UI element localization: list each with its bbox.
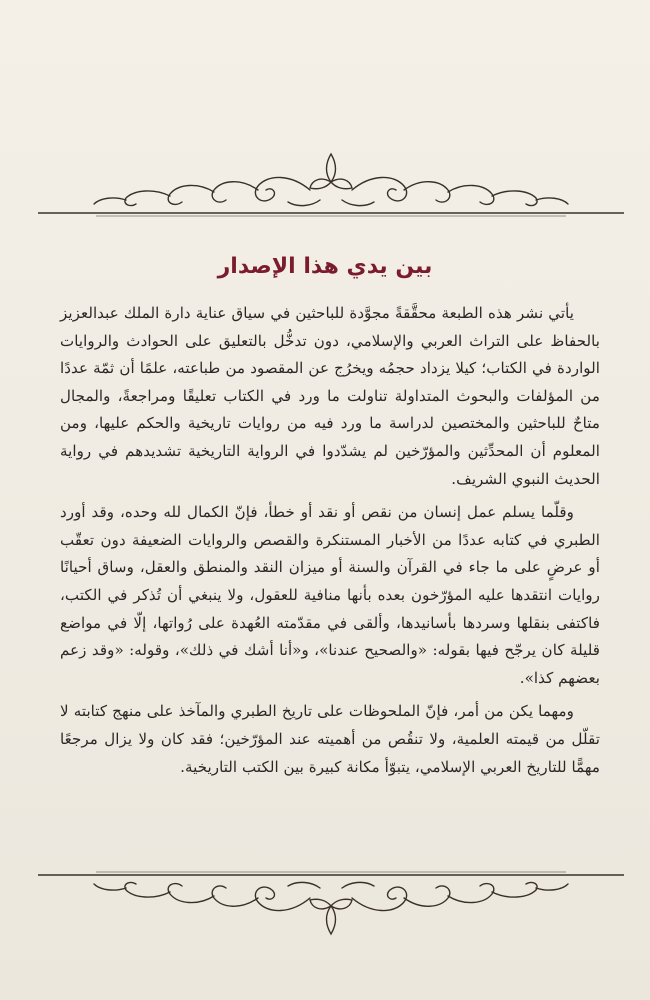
paragraph: ومهما يكن من أمر، فإنّ الملحوظات على تاريخ الطبري والمآخذ على منهج كتابته لا تقلّل من قيمته العلمية، ولا تنقُص من أهميته عند المؤرّخين؛ فقد كان ولا يزال مرجعًا مهمًّا للتاريخ العربي الإسلامي، يتبوّأ مكانة كبيرة بين الكتب التاريخية. xyxy=(60,702,600,776)
page-title: بين يدي هذا الإصدار xyxy=(217,254,433,279)
top-ornament-divider xyxy=(36,150,626,220)
paragraph: وقلّما يسلم عمل إنسان من نقص أو نقد أو خطأ، فإنّ الكمال لله وحده، وقد أورد الطبري في كتابه عددًا من الأخبار المستنكرة والقصص والروايات الضعيفة دون تعقّب أو عرضٍ على ما جاء في القرآن والسنة أو ميزان النقد والمنطق والعقل، وساق أحيانًا روايات انتقدها عليه المؤرّخون بعده بأنها منافية للعقول، ولا ينبغي أن تُذكر في الكتب، فاكتفى بنقلها وسردها بأسانيدها، وألقى في مقدّمته العُهدة على رُواتها، إلّا في مواضع قليلة كان يرجّح فيها بقوله: «والصحيح عندنا»، و«أنا أشك في ذلك»، وقوله: «وقد زعم بعضهم كذا». xyxy=(60,503,600,687)
bottom-ornament-divider xyxy=(36,868,626,938)
body-text xyxy=(60,300,600,787)
paragraph: يأتي نشر هذه الطبعة محقَّقةً مجوَّدة للباحثين في سياق عناية دارة الملك عبدالعزيز بالحفاظ على التراث العربي والإسلامي، دون تدخُّل بالتعليق على الحوادث والروايات الواردة في الكتاب؛ كيلا يزداد حجمُه ويخرُج عن المقصود من طباعته، علمًا أن ثمّة عددًا من المؤلفات والبحوث المتداولة تناولت ما ورد في الكتاب تعليقًا ومراجعةً، والمجال متاحٌ للباحثين والمختصين لدراسة ما ورد فيه من روايات تاريخية والحكم عليها، ومن المعلوم أن المحدِّثين والمؤرّخين لم يشدّدوا في الرواية التاريخية تشديدهم في رواية الحديث النبوي الشريف. xyxy=(60,304,600,488)
